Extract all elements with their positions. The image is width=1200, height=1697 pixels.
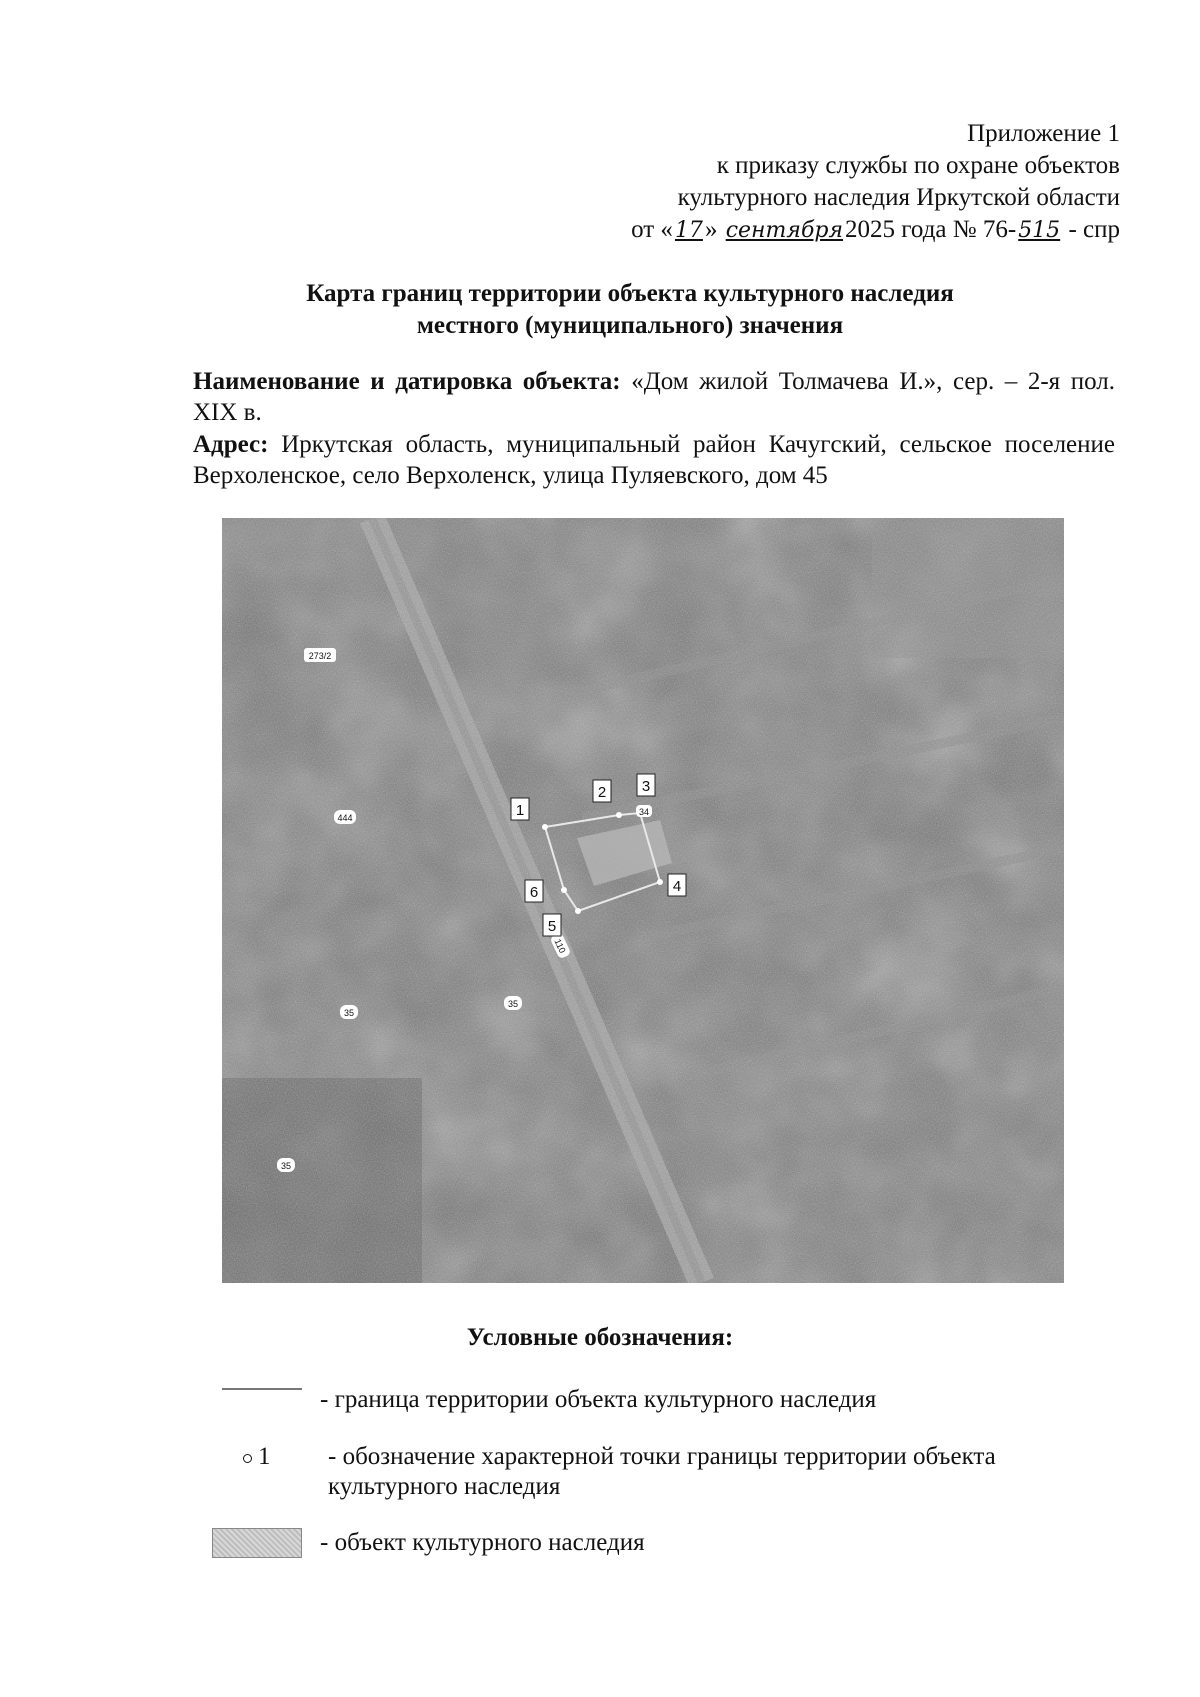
object-paragraph <box>193 366 1115 428</box>
legend-point-text: - обозначение характерной точки границы территории объекта культурного наследия <box>328 1443 996 1500</box>
legend-point-number: 1 <box>258 1443 271 1470</box>
quote-close: » <box>704 216 718 243</box>
parcel-label-34 <box>636 805 652 817</box>
svg-text:35: 35 <box>343 1008 355 1018</box>
date-prefix: от « <box>631 216 673 243</box>
title-line-1: Карта границ территории объекта культурного наследия <box>306 280 954 307</box>
appendix-line-1: Приложение 1 <box>967 120 1120 147</box>
svg-text:34: 34 <box>638 807 650 817</box>
appendix-line-3: культурного наследия Иркутской области <box>677 184 1120 211</box>
svg-text:35: 35 <box>507 999 519 1009</box>
parcel-label-35-left <box>340 1005 358 1019</box>
point-label-5 <box>543 914 561 936</box>
satellite-map <box>222 518 1064 1283</box>
title-line-2: местного (муниципального) значения <box>416 312 844 339</box>
svg-text:3: 3 <box>641 778 651 795</box>
point-label-2 <box>593 780 611 802</box>
address-label: Адрес: <box>193 431 269 458</box>
point-label-4 <box>668 874 686 896</box>
svg-text:1: 1 <box>515 802 525 819</box>
order-day: 17 <box>674 218 703 243</box>
parcel-label-35-bottom <box>277 1158 295 1172</box>
order-year: 2025 года № 76- <box>845 216 1017 243</box>
order-suffix: - спр <box>1068 216 1120 243</box>
object-value: «Дом жилой Толмачева И.», сер. – 2-я пол. XIX в. <box>193 368 1115 426</box>
parcel-label-273-2 <box>304 648 336 662</box>
parcel-label-444 <box>334 810 356 824</box>
legend-boundary-text: - граница территории объекта культурного наследия <box>320 1386 877 1413</box>
svg-text:4: 4 <box>672 878 682 895</box>
appendix-line-2: к приказу службы по охране объектов <box>716 152 1120 179</box>
map-svg <box>222 518 1064 1283</box>
legend-object-swatch <box>212 1528 302 1558</box>
svg-text:5: 5 <box>547 918 557 935</box>
svg-text:6: 6 <box>529 884 539 901</box>
svg-text:273/2: 273/2 <box>308 651 332 661</box>
svg-text:110: 110 <box>552 937 568 955</box>
svg-text:444: 444 <box>337 813 353 823</box>
svg-text:35: 35 <box>280 1161 292 1171</box>
point-label-1 <box>511 798 529 820</box>
legend-point-circle-icon <box>243 1454 252 1463</box>
order-month: сентября <box>725 218 844 243</box>
page-title <box>180 278 1080 342</box>
point-label-6 <box>525 880 543 902</box>
legend-object-text: - объект культурного наследия <box>320 1529 645 1556</box>
legend-boundary-line <box>222 1388 302 1390</box>
legend-point-symbol <box>243 1442 283 1472</box>
address-value: Иркутская область, муниципальный район Качугский, сельское поселение Верхоленское, село Верхоленск, улица Пуляевского, дом 45 <box>193 431 1115 489</box>
parcel-label-35-middle <box>504 996 522 1010</box>
legend-title: Условные обозначения: <box>466 1324 734 1351</box>
order-number: 515 <box>1018 218 1061 243</box>
address-paragraph <box>193 429 1115 491</box>
appendix-order-line <box>631 214 1120 247</box>
svg-text:2: 2 <box>597 784 607 801</box>
object-label: Наименование и датировка объекта: <box>193 368 621 395</box>
point-label-3 <box>637 774 655 796</box>
